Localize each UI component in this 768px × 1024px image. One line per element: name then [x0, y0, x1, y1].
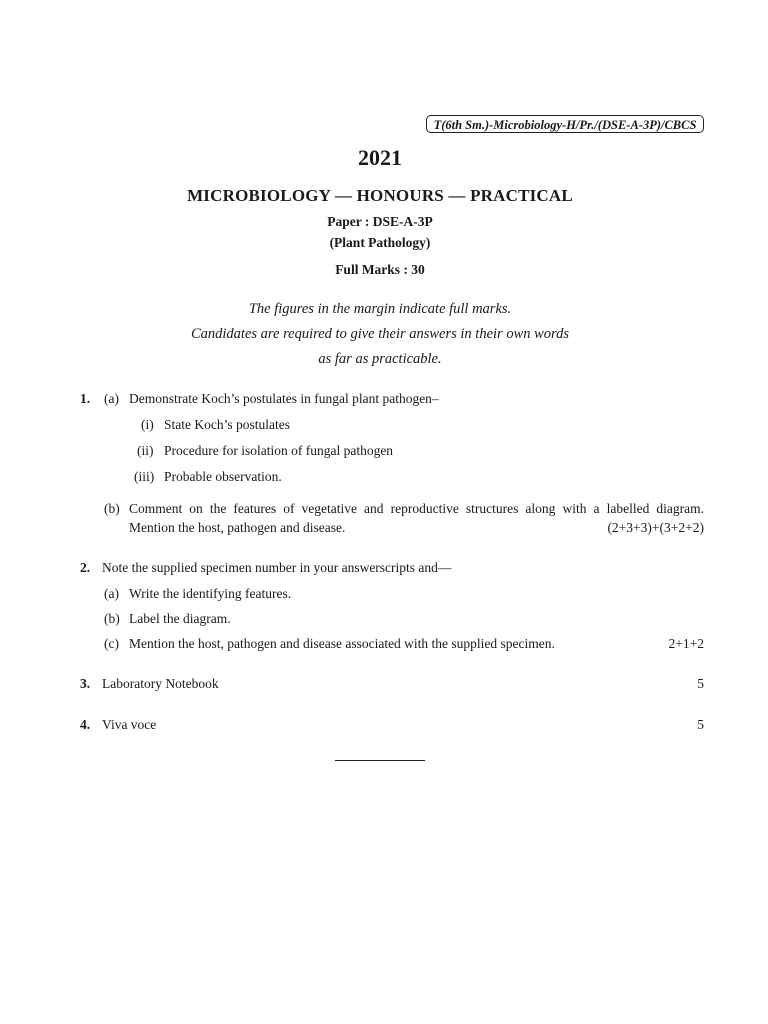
sub-label: (c): [104, 636, 119, 651]
marks: (2+3+3)+(3+2+2): [607, 520, 704, 535]
instruction-line-3: as far as practicable.: [318, 351, 442, 367]
marks: 2+1+2: [668, 636, 704, 651]
question-number: 4.: [80, 717, 91, 732]
sub-question-text: Label the diagram.: [129, 611, 231, 626]
marks: 5: [697, 676, 704, 691]
instruction-line-1: The figures in the margin indicate full marks.: [248, 301, 512, 317]
sub-label: (a): [104, 586, 119, 601]
item-label: (ii): [137, 443, 154, 458]
question-number: 1.: [80, 391, 91, 406]
sub-question-text: Comment on the features of vegetative and reproductive structures along with a labelled diagram.: [129, 501, 704, 516]
subject-title: MICROBIOLOGY — HONOURS — PRACTICAL: [187, 186, 573, 205]
item-label: (iii): [134, 469, 155, 484]
sub-question-text: Mention the host, pathogen and disease associated with the supplied specimen.: [129, 636, 555, 651]
end-rule: [335, 760, 425, 761]
exam-year: 2021: [358, 145, 402, 170]
sub-label: (b): [104, 611, 120, 626]
item-label: (i): [141, 417, 154, 432]
item-text: Probable observation.: [164, 469, 282, 484]
question-text: Viva voce: [102, 717, 157, 732]
paper-code: T(6th Sm.)-Microbiology-H/Pr./(DSE-A-3P)/CBCS: [426, 115, 704, 133]
marks: 5: [697, 717, 704, 732]
full-marks: Full Marks : 30: [335, 262, 425, 277]
item-text: Procedure for isolation of fungal pathogen: [164, 443, 394, 458]
paper-code-line: Paper : DSE-A-3P: [327, 214, 433, 229]
sub-label: (b): [104, 501, 120, 516]
sub-question-text-cont: Mention the host, pathogen and disease.: [129, 520, 346, 535]
sub-question-text: Write the identifying features.: [129, 586, 292, 601]
instruction-line-2: Candidates are required to give their answers in their own words: [190, 326, 570, 342]
sub-question-text: Demonstrate Koch’s postulates in fungal plant pathogen–: [129, 391, 439, 406]
item-text: State Koch’s postulates: [164, 417, 290, 432]
question-number: 2.: [80, 560, 91, 575]
question-number: 3.: [80, 676, 91, 691]
question-text: Laboratory Notebook: [102, 676, 219, 691]
question-text: Note the supplied specimen number in your answerscripts and—: [102, 560, 452, 575]
sub-label: (a): [104, 391, 119, 406]
paper-title: (Plant Pathology): [329, 235, 431, 250]
